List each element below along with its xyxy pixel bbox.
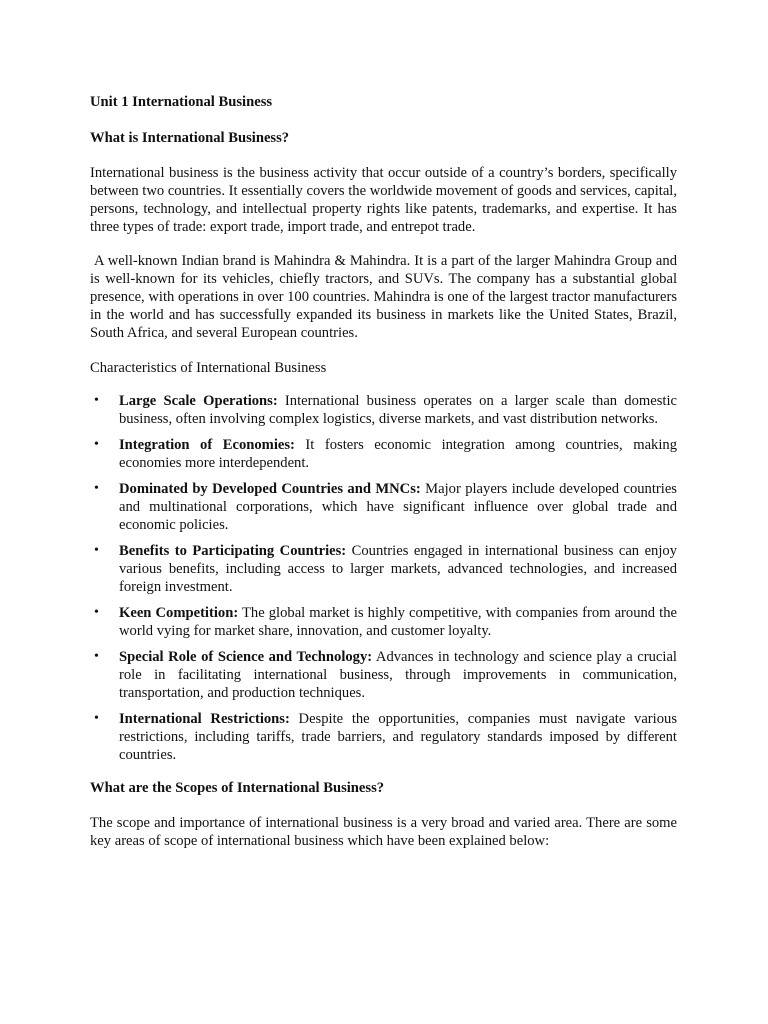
list-item-text: The global market is highly competitive, with companies from around the world vying for market share, innovation, and customer loyalty. <box>119 605 677 639</box>
list-item-text: It fosters economic integration among countries, making economies more interdependent. <box>119 437 678 471</box>
list-item <box>90 604 677 640</box>
characteristics-list <box>90 392 677 764</box>
list-item <box>90 542 677 596</box>
list-item-text: Advances in technology and science play a crucial role in facilitating international business, through improvements in communication, transportation, and production techniques. <box>119 649 677 701</box>
list-item-term: Special Role of Science and Technology: <box>119 649 373 665</box>
list-item-text: Major players include developed countries and multinational corporations, which have significant influence over global trade and economic policies. <box>119 481 677 533</box>
bullet-icon: • <box>94 543 99 558</box>
bullet-icon: • <box>94 711 99 726</box>
bullet-icon: • <box>94 649 99 664</box>
list-item-text: Countries engaged in international business can enjoy various benefits, including access to larger markets, advanced technologies, and increased foreign investment. <box>119 543 677 595</box>
list-item <box>90 392 677 428</box>
list-item-term: Benefits to Participating Countries: <box>119 543 347 559</box>
document-title: Unit 1 International Business <box>90 94 273 110</box>
list-item <box>90 710 677 764</box>
intro-paragraph: International business is the business activity that occur outside of a country’s borders, specifically between two countries. It essentially covers the worldwide movement of goods and services, capital, persons, technology, and intellectual property rights like patents, trademarks, and expertise. It has three types of trade: export trade, import trade, and entrepot trade. <box>90 165 677 235</box>
list-item <box>90 480 677 534</box>
list-item-term: Integration of Economies: <box>119 437 295 453</box>
bullet-icon: • <box>94 437 99 452</box>
characteristics-heading: Characteristics of International Business <box>90 360 327 376</box>
bullet-icon: • <box>94 605 99 620</box>
list-item-term: Dominated by Developed Countries and MNCs: <box>119 481 421 497</box>
scope-paragraph: The scope and importance of international business is a very broad and varied area. There are some key areas of scope of international business which have been explained below: <box>90 815 677 849</box>
section-heading-scope: What are the Scopes of International Business? <box>90 780 385 796</box>
example-paragraph: A well-known Indian brand is Mahindra & Mahindra. It is a part of the larger Mahindra Group and is well-known for its vehicles, chiefly tractors, and SUVs. The company has a substantial global presence, with operations in over 100 countries. Mahindra is one of the largest tractor manufacturers in the world and has successfully expanded its business in markets like the United States, Brazil, South Africa, and several European countries. <box>90 253 681 341</box>
list-item-text: Despite the opportunities, companies must navigate various restrictions, including tariffs, trade barriers, and regulatory standards imposed by different countries. <box>119 711 677 763</box>
section-heading-what-is: What is International Business? <box>90 130 290 146</box>
list-item-term: Large Scale Operations: <box>119 393 278 409</box>
bullet-icon: • <box>94 481 99 496</box>
list-item <box>90 648 677 702</box>
document-page <box>90 92 681 850</box>
list-item-text: International business operates on a larger scale than domestic business, often involving complex logistics, diverse markets, and vast distribution networks. <box>119 393 677 427</box>
list-item <box>90 436 677 472</box>
list-item-term: Keen Competition: <box>119 605 239 621</box>
bullet-icon: • <box>94 393 99 408</box>
list-item-term: International Restrictions: <box>119 711 290 727</box>
